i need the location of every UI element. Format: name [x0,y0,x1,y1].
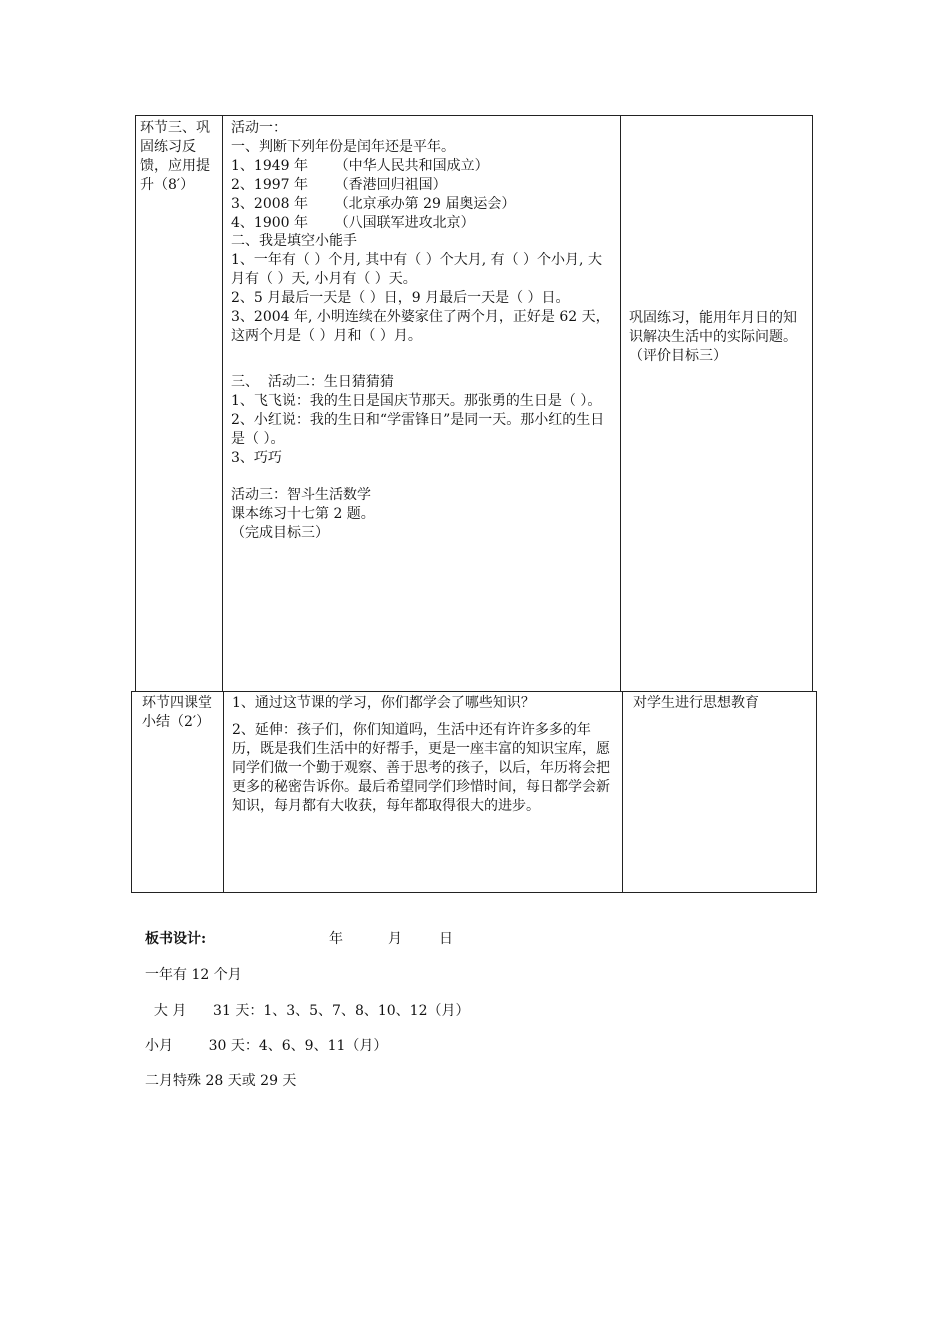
section3-goal: 巩固练习，能用年月日的知识解决生活中的实际问题。 [629,310,797,345]
section3-goal-note: （评价目标三） [629,348,727,364]
board-line-4: 二月特殊 28 天或 29 天 [145,1073,297,1089]
section4-table [131,691,817,893]
textbook-exercise: 课本练习十七第 2 题。 [231,506,375,523]
year-item-4: 4、1900 年 （八国联军进攻北京） [231,214,475,231]
section3-table [135,115,813,691]
board-title-day: 日 [439,931,453,947]
fill-blank-1: 1、一年有（ ）个月, 其中有（ ）个大月, 有（ ）个小月, 大月有（ ）天, 小月有（ ）天。 [231,252,602,288]
fill-blank-title: 二、我是填空小能手 [231,233,357,250]
spacer [231,346,612,365]
question-leap-year: 一、判断下列年份是闰年还是平年。 [231,138,455,155]
birthday-question-2: 2、小红说：我的生日和“学雷锋日”是同一天。那小红的生日是（ ）。 [231,411,605,447]
section3-stage-cell [136,116,223,691]
section4-stage: 环节四课堂小结（2′） [142,695,212,730]
section3-content-cell [223,116,621,691]
section4-content-cell [224,691,623,892]
activity2-title: 三、 活动二：生日猜猜猜 [231,373,394,390]
section4-goal: 对学生进行思想教育 [633,695,759,711]
board-line-1: 一年有 12 个月 [145,967,242,983]
fill-blank-2: 2、5 月最后一天是（ ）日，9 月最后一天是（ ）日。 [231,290,570,307]
section3-stage: 环节三、巩固练习反馈，应用提升（8′） [140,120,210,193]
birthday-question-1: 1、飞飞说：我的生日是国庆节那天。那张勇的生日是（ ）。 [231,392,602,409]
activity3-title: 活动三：智斗生活数学 [231,487,371,504]
fill-blank-3: 3、2004 年, 小明连续在外婆家住了两个月，正好是 62 天，这两个月是（ ）月和（ ）月。 [231,309,610,344]
board-line-2: 大 月 31 天：1、3、5、7、8、10、12（月） [145,1003,470,1019]
section4-stage-cell [132,691,224,892]
board-label: 板书设计: [145,931,207,947]
year-item-3: 3、2008 年 （北京承办第 29 届奥运会） [231,195,516,212]
spacer [231,365,612,373]
activity1-title: 活动一： [231,120,287,136]
birthday-question-3: 3、巧巧 [231,449,282,466]
year-item-1: 1、1949 年 （中华人民共和国成立） [231,157,489,174]
section3-goal-cell [621,116,812,691]
extension-text: 2、延伸：孩子们，你们知道吗，生活中还有许许多多的年历，既是我们生活中的好帮手，更是一座丰富的知识宝库，愿同学们做一个勤于观察、善于思考的孩子，以后，年历将会把更多的秘密告诉你。最后希望同学们珍惜时间，每日都学会新知识，每月都有大收获，每年都取得很大的进步。 [232,722,610,814]
goal-note: （完成目标三） [231,525,329,542]
board-line-3: 小月 30 天：4、6、9、11（月） [145,1038,388,1054]
summary-question: 1、通过这节课的学习，你们都学会了哪些知识？ [232,695,535,711]
spacer [232,713,614,721]
section4-goal-cell [623,691,816,892]
year-item-2: 2、1997 年 （香港回归祖国） [231,176,447,193]
board-title-month: 月 [388,931,402,947]
spacer [231,467,612,486]
board-title-year: 年 [329,931,343,947]
